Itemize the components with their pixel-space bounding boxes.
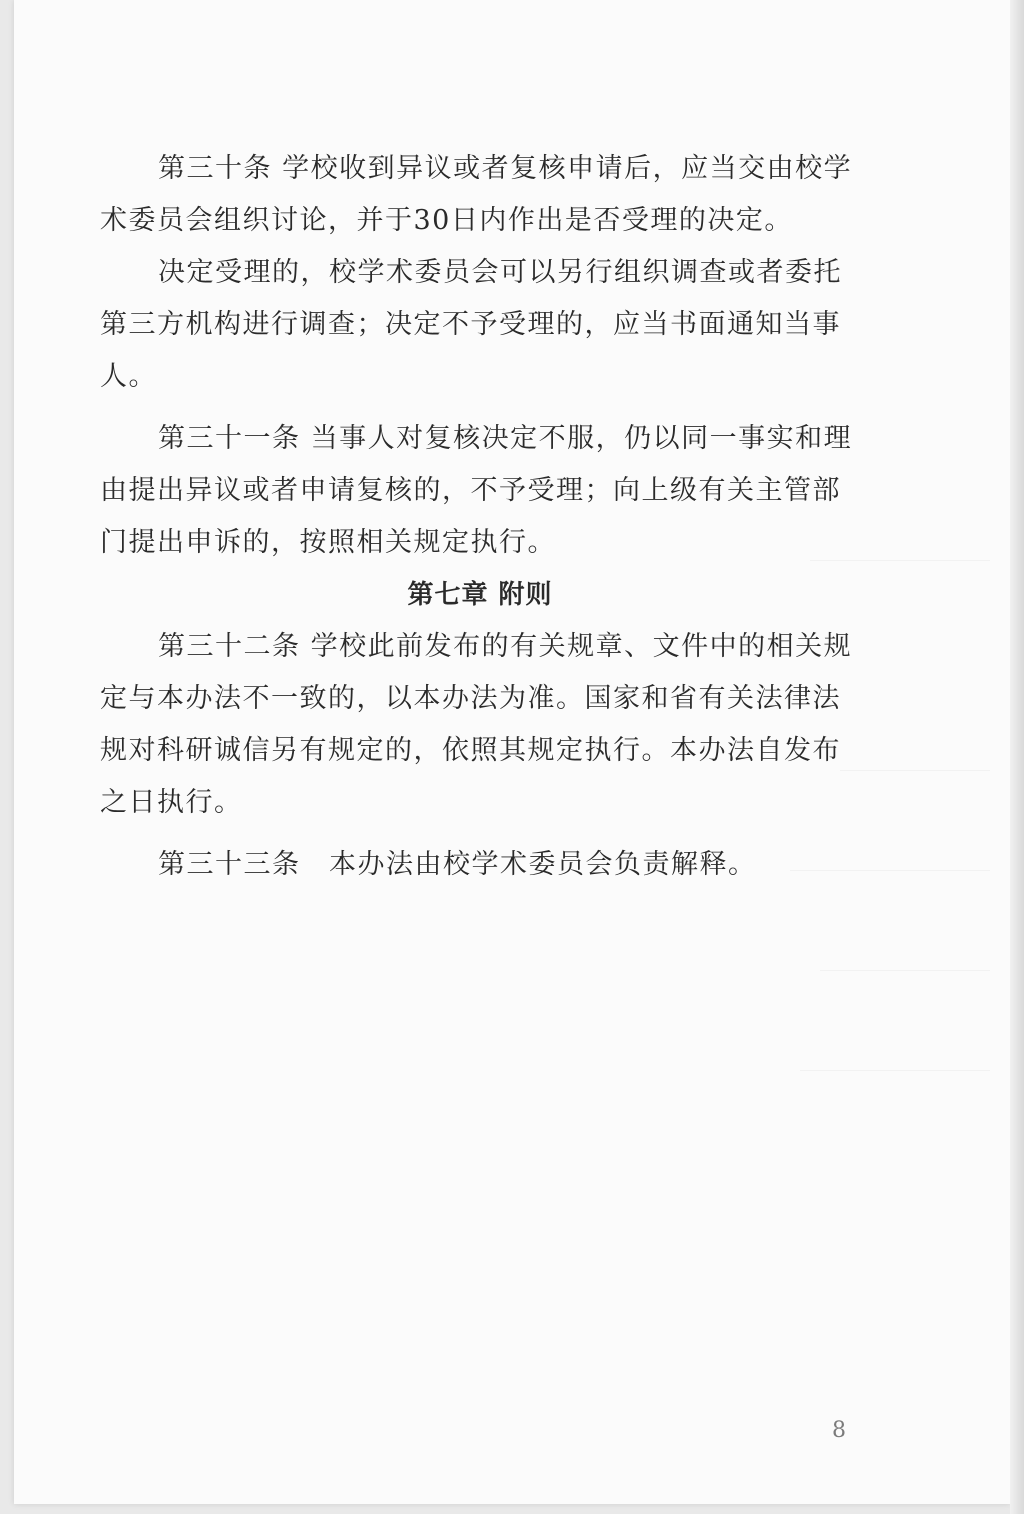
bleed-mark xyxy=(820,970,990,971)
article-30-continued: 决定受理的，校学术委员会可以另行组织调查或者委托第三方机构进行调查；决定不予受理的，应当书面通知当事人。 xyxy=(100,257,842,392)
bleed-mark xyxy=(840,770,990,771)
article-30: 第三十条 学校收到异议或者复核申请后，应当交由校学术委员会组织讨论，并于30日内作出是否受理的决定。 xyxy=(100,153,853,236)
page-number: 8 xyxy=(832,1418,846,1443)
document-page xyxy=(14,0,1010,1504)
article-33: 第三十三条 本办法由校学术委员会负责解释。 xyxy=(158,849,757,880)
chapter-heading: 第七章 附则 xyxy=(407,580,553,610)
article-32: 第三十二条 学校此前发布的有关规章、文件中的相关规定与本办法不一致的，以本办法为准。国家和省有关法律法规对科研诚信另有规定的，依照其规定执行。本办法自发布之日执行。 xyxy=(100,631,853,818)
article-31: 第三十一条 当事人对复核决定不服，仍以同一事实和理由提出异议或者申请复核的，不予受理；向上级有关主管部门提出申诉的，按照相关规定执行。 xyxy=(100,423,853,558)
document-body xyxy=(100,143,860,891)
bleed-mark xyxy=(800,1070,990,1071)
page-edge-shadow xyxy=(1010,0,1024,1514)
